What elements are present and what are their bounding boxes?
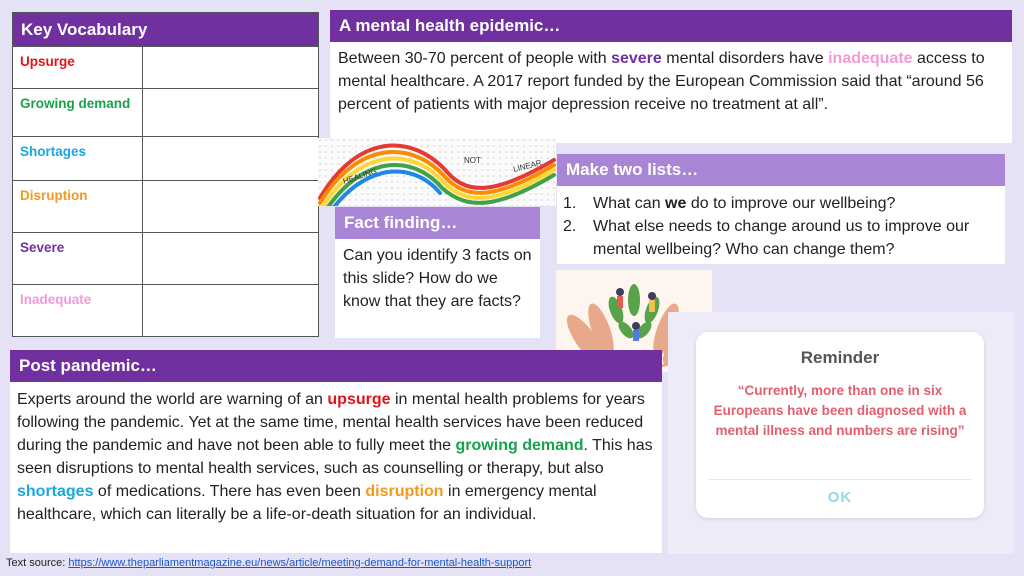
vocab-definition[interactable] bbox=[143, 89, 318, 136]
reminder-divider bbox=[708, 479, 972, 480]
lists-questions bbox=[557, 186, 1005, 261]
vocab-definition[interactable] bbox=[143, 233, 318, 284]
rainbow-word-healing: HEALING bbox=[341, 166, 379, 186]
vocab-definition[interactable] bbox=[143, 285, 318, 336]
vocab-word-severe: Severe bbox=[13, 233, 143, 284]
source-label: Text source: bbox=[6, 557, 69, 569]
epidemic-title: A mental health epidemic… bbox=[330, 10, 1012, 42]
fact-finding-panel bbox=[335, 207, 540, 338]
reminder-text: “Currently, more than one in six Europeans have been diagnosed with a mental illness and numbers are rising” bbox=[713, 383, 967, 438]
vocab-word-inadequate: Inadequate bbox=[13, 285, 143, 336]
vocab-definition[interactable] bbox=[143, 181, 318, 232]
epidemic-panel bbox=[330, 10, 1012, 143]
vocab-word-disruption: Disruption bbox=[13, 181, 143, 232]
post-title: Post pandemic… bbox=[10, 350, 662, 382]
keyword-inadequate: inadequate bbox=[828, 50, 913, 67]
rainbow-drawing bbox=[318, 138, 556, 206]
reminder-ok-button[interactable]: OK bbox=[827, 489, 853, 506]
vocab-row bbox=[13, 137, 318, 181]
keyword-disruption: disruption bbox=[365, 483, 444, 500]
reminder-dialog bbox=[696, 332, 984, 518]
post-text: Experts around the world are warning of an upsurge in mental health problems for years following the pandemic. Yet at the same time, mental health services have been reduced during the pandemic and have not been able to fully meet the growing demand. This has seen disruptions to mental health services, such as counselling or therapy, but also shortages of medications. There has even been disruption in emergency mental healthcare, which can literally be a life-or-death situation for an individual. bbox=[10, 382, 662, 532]
list-item: 2. What else needs to change around us to improve our mental wellbeing? Who can change them? bbox=[563, 218, 970, 258]
vocabulary-table bbox=[12, 12, 319, 337]
fact-text: Can you identify 3 facts on this slide? How do we know that they are facts? bbox=[335, 239, 540, 318]
lists-title: Make two lists… bbox=[557, 154, 1005, 186]
vocabulary-title: Key Vocabulary bbox=[13, 13, 318, 47]
rainbow-word-linear: LINEAR bbox=[512, 158, 543, 174]
vocab-row bbox=[13, 47, 318, 89]
vocab-word-upsurge: Upsurge bbox=[13, 47, 143, 88]
vocab-row bbox=[13, 181, 318, 233]
source-link[interactable]: https://www.theparliamentmagazine.eu/news/article/meeting-demand-for-mental-health-support bbox=[68, 557, 532, 569]
epidemic-text: Between 30-70 percent of people with severe mental disorders have inadequate access to mental healthcare. A 2017 report funded by the European Commission said that “around 56 percent of patients with major depression receive no treatment at all”. bbox=[330, 42, 1012, 121]
vocab-definition[interactable] bbox=[143, 137, 318, 180]
vocab-definition[interactable] bbox=[143, 47, 318, 88]
vocab-word-shortages: Shortages bbox=[13, 137, 143, 180]
post-pandemic-panel bbox=[10, 350, 662, 553]
keyword-growing-demand: growing demand bbox=[455, 437, 584, 454]
reminder-title: Reminder bbox=[800, 348, 880, 367]
rainbow-word-not: NOT bbox=[464, 156, 481, 165]
keyword-upsurge: upsurge bbox=[327, 391, 391, 408]
keyword-shortages: shortages bbox=[17, 483, 94, 500]
text-source bbox=[6, 557, 531, 569]
list-item: 1. What can we do to improve our wellbeing? bbox=[563, 195, 896, 212]
keyword-severe: severe bbox=[611, 50, 662, 67]
fact-title: Fact finding… bbox=[335, 207, 540, 239]
make-two-lists-panel bbox=[557, 154, 1005, 264]
healing-not-linear-image bbox=[318, 138, 556, 206]
vocab-row bbox=[13, 285, 318, 336]
vocab-row bbox=[13, 89, 318, 137]
vocab-row bbox=[13, 233, 318, 285]
vocab-word-growing-demand: Growing demand bbox=[13, 89, 143, 136]
